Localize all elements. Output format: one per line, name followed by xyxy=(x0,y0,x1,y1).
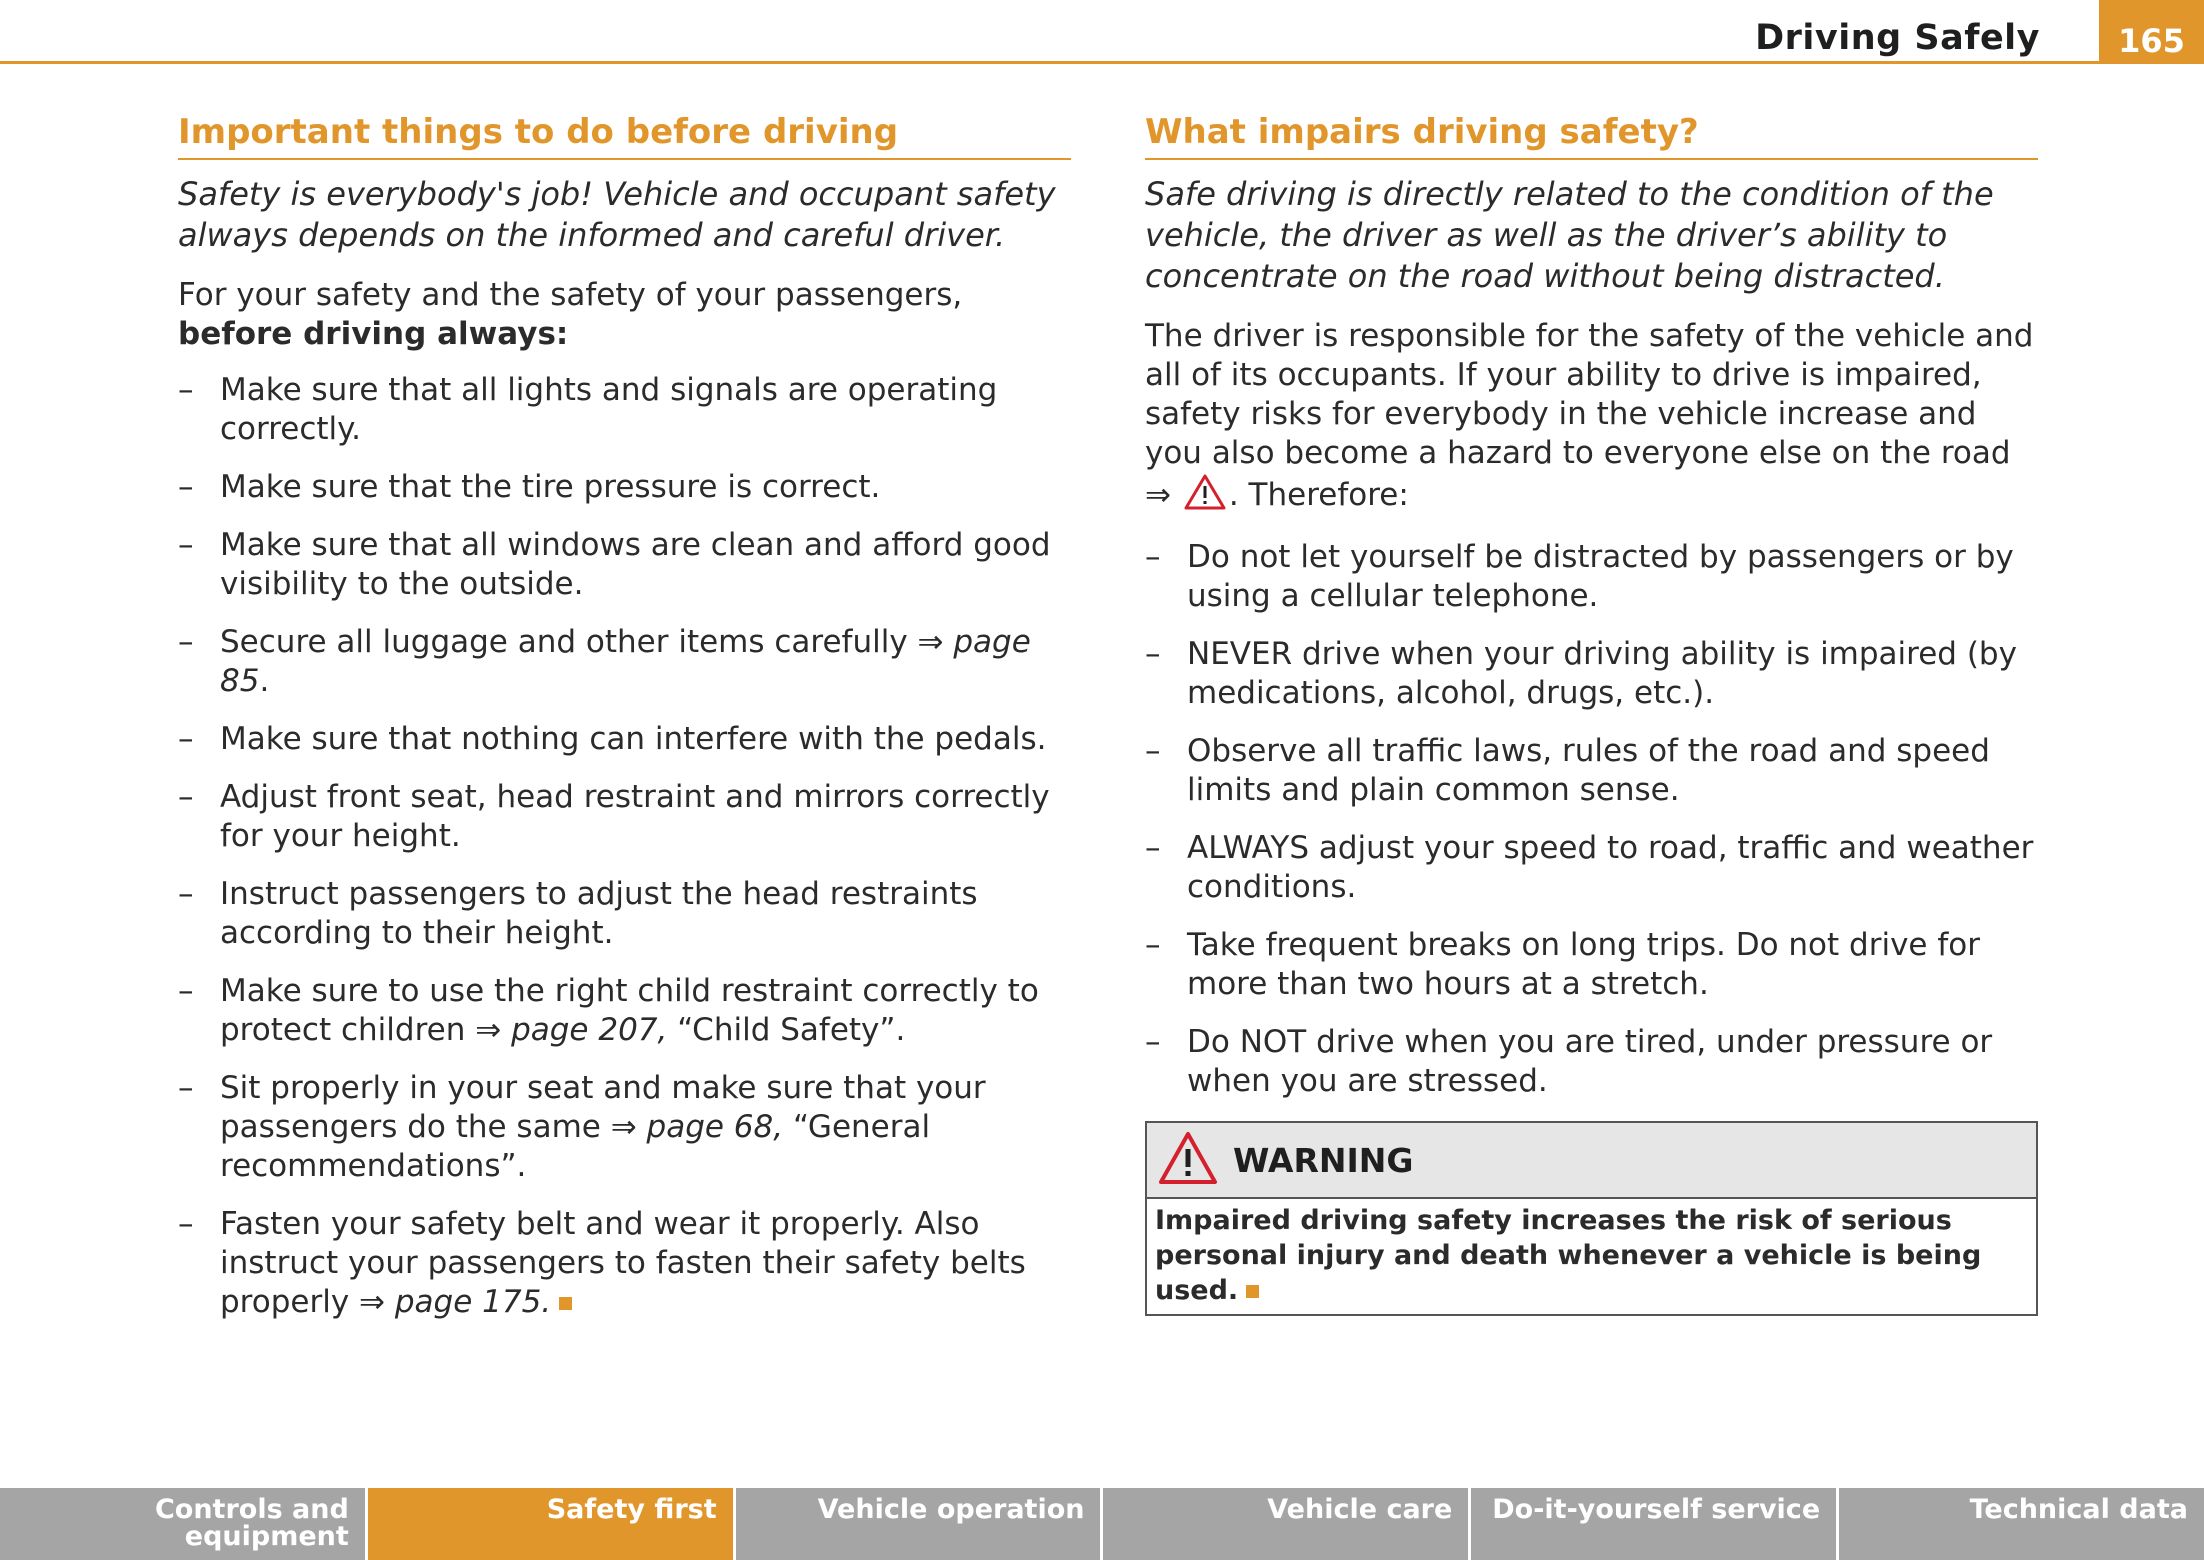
section-tab[interactable]: Do-it-yourself service xyxy=(1471,1488,1839,1560)
right-checklist xyxy=(1145,538,2038,1101)
checklist-item xyxy=(1145,1023,2038,1101)
checklist-item-text: Do NOT drive when you are tired, under pressure or when you are stressed. xyxy=(1187,1024,1993,1099)
checklist-item-text: NEVER drive when your driving ability is impaired (by medications, alcohol, drugs, etc.). xyxy=(1187,636,2017,711)
checklist-item-suffix: “Child Safety”. xyxy=(667,1012,906,1048)
checklist-item xyxy=(1145,829,2038,907)
checklist-item xyxy=(178,1205,1071,1322)
checklist-item-text: Observe all traffic laws, rules of the road and speed limits and plain common sense. xyxy=(1187,733,1990,808)
warning-triangle-icon[interactable] xyxy=(1183,473,1227,521)
warning-box xyxy=(1145,1121,2038,1316)
section-tab[interactable]: Vehicle care xyxy=(1103,1488,1471,1560)
checklist-item xyxy=(178,720,1071,759)
checklist-item xyxy=(1145,926,2038,1004)
checklist-item xyxy=(1145,635,2038,713)
checklist-item-text: Sit properly in your seat and make sure that your passengers do the same xyxy=(220,1070,986,1145)
checklist-item xyxy=(178,875,1071,953)
warning-triangle-icon xyxy=(1157,1130,1219,1190)
end-mark-icon xyxy=(559,1297,572,1310)
checklist-item-text: Make sure that all lights and signals are operating correctly. xyxy=(220,372,998,447)
right-paragraph-text: The driver is responsible for the safety of the vehicle and all of its occupants. If your ability to drive is impaired, safety risks for everybody in the vehicle increase and you also become a hazard to everyone else on the road ⇒ xyxy=(1145,318,2034,513)
warning-title: WARNING xyxy=(1233,1140,1414,1180)
checklist-item xyxy=(178,468,1071,507)
section-tab[interactable]: Controls and equipment xyxy=(0,1488,368,1560)
checklist-item xyxy=(1145,538,2038,616)
checklist-item xyxy=(178,526,1071,604)
checklist-item xyxy=(1145,732,2038,810)
checklist-item xyxy=(178,1069,1071,1186)
warning-body xyxy=(1147,1199,2036,1314)
page-number: 165 xyxy=(2099,0,2204,64)
right-intro: Safe driving is directly related to the condition of the vehicle, the driver as well as the driver’s ability to concentrate on the road without being distracted. xyxy=(1145,175,1994,295)
right-paragraph xyxy=(1145,317,2038,521)
page-reference-link[interactable]: ⇒ page 175. xyxy=(359,1284,552,1320)
warning-header xyxy=(1147,1123,2036,1199)
left-section-title: Important things to do before driving xyxy=(178,112,1071,160)
running-header-title: Driving Safely xyxy=(1755,18,2040,58)
page-reference-link[interactable]: ⇒ page 207, xyxy=(475,1012,668,1048)
checklist-item-suffix: “General recommendations”. xyxy=(220,1109,931,1184)
right-paragraph-end: . Therefore: xyxy=(1228,477,1409,513)
checklist-item xyxy=(178,371,1071,449)
page-reference-link[interactable]: ⇒ page 85 xyxy=(220,624,1031,699)
checklist-item-text: Instruct passengers to adjust the head restraints according to their height. xyxy=(220,876,978,951)
end-mark-icon xyxy=(1246,1285,1259,1298)
checklist-item-text: Make sure to use the right child restraint correctly to protect children xyxy=(220,973,1039,1048)
checklist-item-text: Take frequent breaks on long trips. Do not drive for more than two hours at a stretch. xyxy=(1187,927,1980,1002)
left-checklist xyxy=(178,371,1071,1322)
left-paragraph-text: For your safety and the safety of your passengers, xyxy=(178,277,963,313)
checklist-item-text: ALWAYS adjust your speed to road, traffic and weather conditions. xyxy=(1187,830,2034,905)
checklist-item-text: Make sure that nothing can interfere with the pedals. xyxy=(220,721,1047,757)
checklist-item xyxy=(178,972,1071,1050)
checklist-item-suffix: . xyxy=(259,663,270,699)
section-tab-bar xyxy=(0,1488,2204,1560)
warning-text: Impaired driving safety increases the risk of serious personal injury and death whenever a vehicle is being used. xyxy=(1155,1205,1982,1306)
left-intro: Safety is everybody's job! Vehicle and occupant safety always depends on the informed and careful driver. xyxy=(178,175,1056,254)
checklist-item-text: Adjust front seat, head restraint and mirrors correctly for your height. xyxy=(220,779,1050,854)
right-column xyxy=(1145,112,2038,1316)
right-section-title: What impairs driving safety? xyxy=(1145,112,2038,160)
left-paragraph-bold: before driving always: xyxy=(178,316,569,352)
checklist-item-text: Fasten your safety belt and wear it properly. Also instruct your passengers to fasten their safety belts properly xyxy=(220,1206,1026,1320)
left-paragraph xyxy=(178,276,1071,354)
header-rule xyxy=(0,61,2204,64)
left-column xyxy=(178,112,1071,1341)
page-reference-link[interactable]: ⇒ page 68, xyxy=(610,1109,784,1145)
section-tab[interactable]: Technical data xyxy=(1839,1488,2204,1560)
section-tab[interactable]: Vehicle operation xyxy=(736,1488,1104,1560)
checklist-item-text: Do not let yourself be distracted by passengers or by using a cellular telephone. xyxy=(1187,539,2014,614)
checklist-item-text: Make sure that the tire pressure is correct. xyxy=(220,469,881,505)
checklist-item xyxy=(178,778,1071,856)
checklist-item-text: Make sure that all windows are clean and afford good visibility to the outside. xyxy=(220,527,1051,602)
section-tab[interactable]: Safety first xyxy=(368,1488,736,1560)
checklist-item-text: Secure all luggage and other items carefully xyxy=(220,624,918,660)
checklist-item xyxy=(178,623,1071,701)
